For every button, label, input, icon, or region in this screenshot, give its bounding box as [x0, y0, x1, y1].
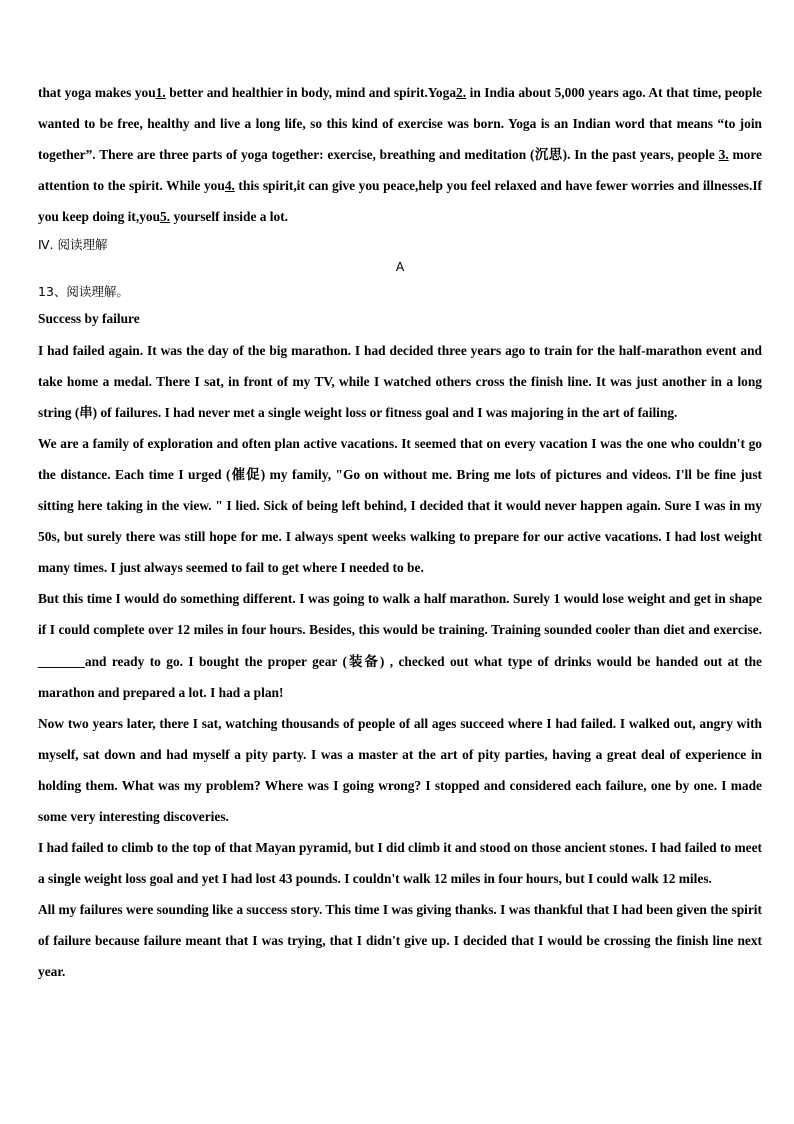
story-paragraph: All my failures were sounding like a success story. This time I was giving thanks. I was thankful that I had been given the spirit of failure because failure meant that I was trying, that I didn't give up. I decided that I would be crossing the finish line next year. [38, 902, 762, 980]
story-paragraph: I had failed to climb to the top of that Mayan pyramid, but I did climb it and stood on those ancient stones. I had failed to meet a single weight loss goal and yet I had lost 43 pounds. I couldn't walk 12 miles in four hours, but I could walk 12 miles. [38, 840, 762, 887]
cloze-blank-4: 4. [224, 178, 235, 194]
cloze-text: better and healthier in body, mind and spirit.Yoga [165, 85, 457, 100]
story-title: Success by failure [38, 311, 140, 327]
story-paragraph: I had failed again. It was the day of the big marathon. I had decided three years ago to train for the half-marathon event and take home a medal. There I sat, in front of my TV, while I watched others cross the finish line. It was just another in a long string (串) of failures. I had never met a single weight loss or fitness goal and I was majoring in the art of failing. [38, 342, 762, 420]
content-column [38, 77, 762, 988]
cloze-text: more attention to the spirit. While you [38, 147, 762, 194]
story-paragraph: Now two years later, there I sat, watching thousands of people of all ages succeed where I had failed. I walked out, angry with myself, sat down and had myself a pity party. I was a master at the art of pity parties, having a great deal of experience in holding them. What was my problem? Where was I going wrong? I stopped and considered each failure, one by one. I made some very interesting discoveries. [38, 715, 762, 824]
cloze-blank-2: 2. [456, 85, 467, 100]
story-paragraph: We are a family of exploration and often plan active vacations. It seemed that on every vacation I was the one who couldn't go the distance. Each time I urged (催促) my family, "Go on without me. Bring me lots of pictures and videos. I'll be fine just sitting here taking in the view. " I lied. Sick of being left behind, I decided that it would never happen again. Sure I was in my 50s, but surely there was still hope for me. I always spent weeks walking to prepare for our active vacations. I had lost weight many times. I just always seemed to fail to get where I needed to be. [38, 435, 762, 576]
question-label: 13、阅读理解。 [38, 284, 129, 300]
cloze-text: in India about 5,000 years ago. At that time, people wanted to be free, healthy and live a long life, so this kind of exercise was born. Yoga is an Indian word that means “to join together”. There are three parts of yoga together: exercise, breathing and meditation (沉思). In the past years, people [38, 85, 762, 163]
part-label: A [395, 259, 405, 275]
cloze-text: yourself inside a lot. [170, 209, 289, 225]
cloze-text: that yoga makes you [38, 85, 156, 100]
cloze-blank-3: 3. [718, 147, 729, 163]
story-paragraph: But this time I would do something different. I was going to walk a half marathon. Surely 1 would lose weight and get in shape if I could complete over 12 miles in four hours. Besides, this would be training. Training sounded cooler than diet and exercise. _______and ready to go. I bought the proper gear (装备) , checked out what type of drinks would be handed out at the marathon and prepared a lot. I had a plan! [38, 591, 762, 700]
cloze-blank-1: 1. [155, 85, 166, 100]
section-heading: Ⅳ. 阅读理解 [38, 237, 108, 253]
cloze-paragraph [38, 77, 762, 232]
cloze-blank-5: 5. [160, 209, 171, 225]
cloze-text: this spirit,it can give you peace,help you feel relaxed and have fewer worries and illnesses.If you keep doing it,you [38, 178, 762, 225]
